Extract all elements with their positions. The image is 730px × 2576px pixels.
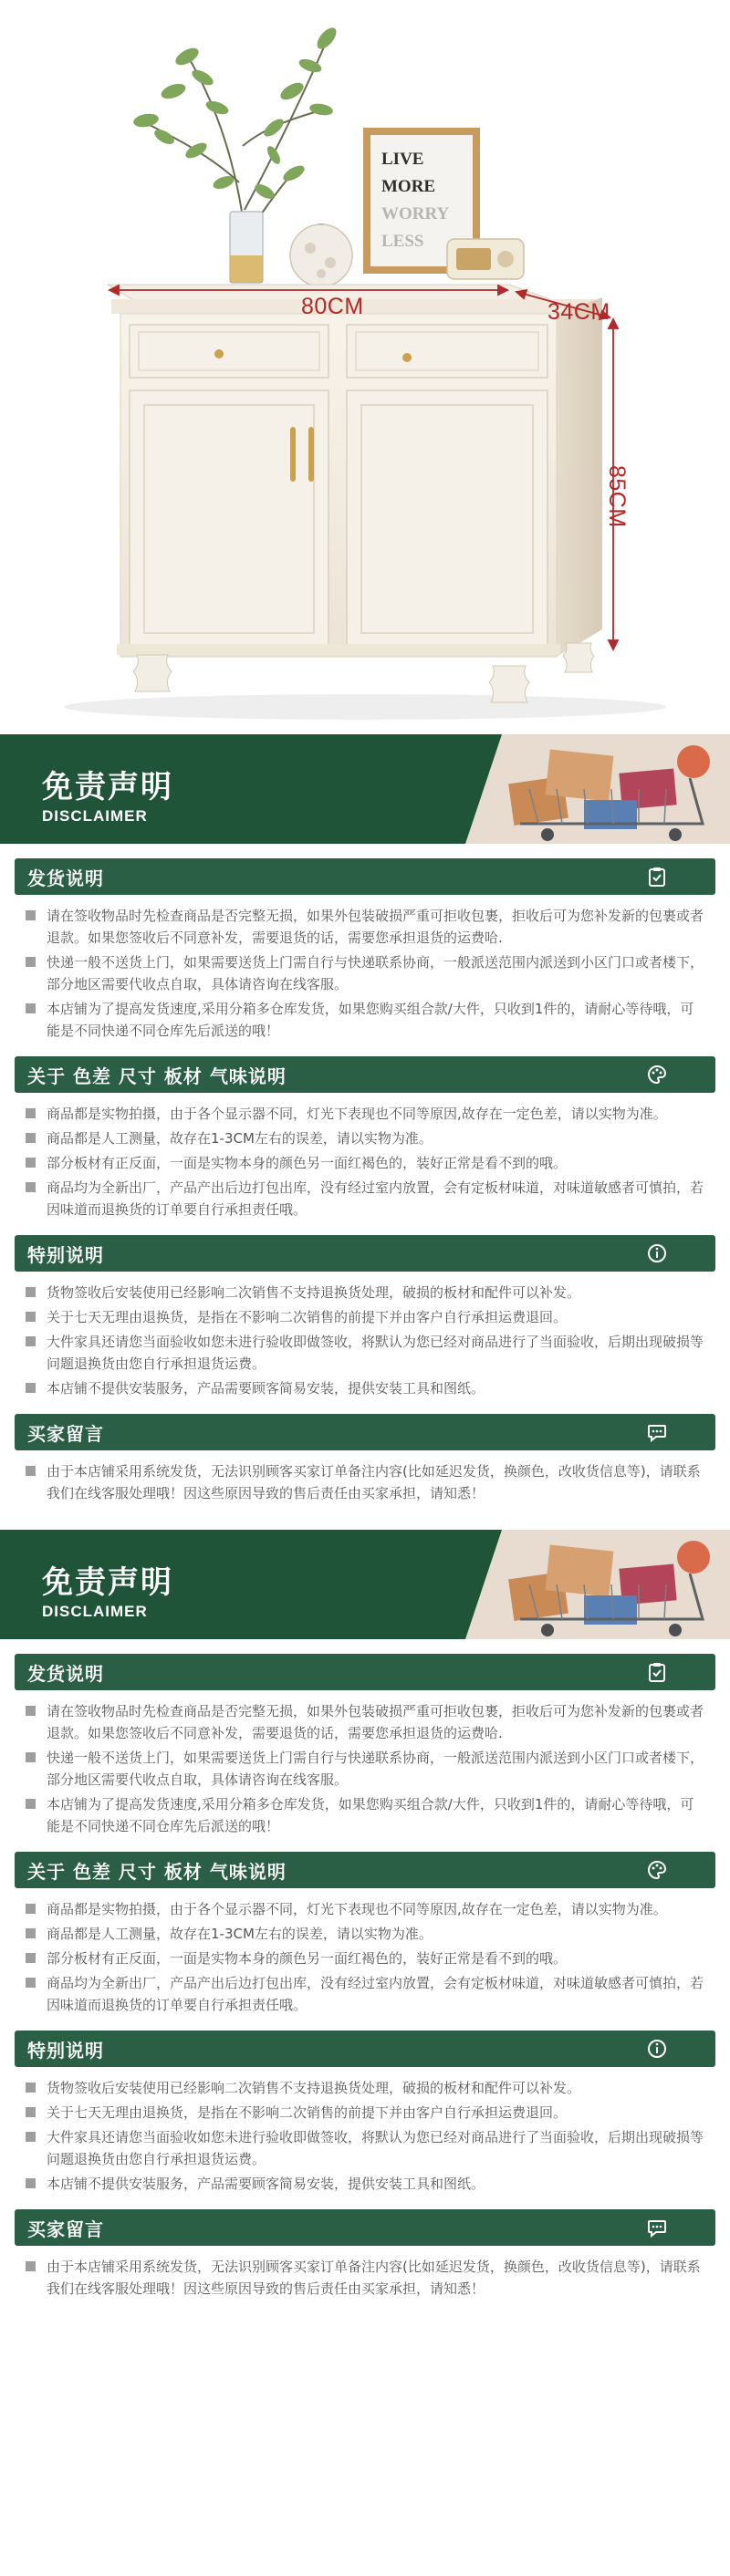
bullet-square-icon (26, 2178, 36, 2188)
disclaimer-title: 免责声明 (42, 769, 173, 805)
section-color-size (0, 1056, 730, 1220)
section-heading: 买家留言 (27, 2218, 104, 2240)
bullet-square-icon (26, 1953, 36, 1963)
section-buyer-message (0, 2209, 730, 2300)
list-item: 大件家具还请您当面验收如您未进行验收即做签收，将默认为您已经对商品进行了当面验收，后期出现破损等问题退换货由您自行承担退货运费。 (24, 2126, 704, 2170)
bullet-square-icon (26, 1466, 36, 1476)
poster-line-4: LESS (381, 232, 424, 251)
bullet-square-icon (26, 1133, 36, 1143)
bullet-square-icon (26, 1108, 36, 1118)
round-bag (290, 224, 352, 286)
bullet-square-icon (26, 2083, 36, 2093)
bullet-square-icon (26, 2107, 36, 2117)
section-heading: 特别说明 (27, 1243, 104, 1266)
bullet-square-icon (26, 1904, 36, 1914)
section-header (15, 1414, 715, 1450)
bullet-square-icon (26, 1978, 36, 1988)
section-heading: 发货说明 (27, 1662, 104, 1685)
product-image (0, 0, 730, 734)
list-item: 商品都是人工测量，故存在1-3CM左右的误差，请以实物为准。 (24, 1923, 704, 1945)
section-heading: 关于 色差 尺寸 板材 气味说明 (27, 1065, 287, 1087)
list-item: 请在签收物品时先检查商品是否完整无损，如果外包装破损严重可拒收包裹，拒收后可为您补发新的包裹或者退款。如果您签收后不同意补发，需要退货的话，需要您承担退货的运费哈. (24, 905, 704, 949)
list-item: 关于七天无理由退换货，是指在不影响二次销售的前提下并由客户自行承担运费退回。 (24, 1306, 704, 1328)
section-special (0, 2031, 730, 2195)
section-color-size (0, 1852, 730, 2016)
bullet-square-icon (26, 1336, 36, 1346)
bullet-square-icon (26, 1003, 36, 1013)
section-header (15, 1654, 715, 1690)
cabinet-plinth (117, 644, 560, 655)
list-item: 本店铺不提供安装服务，产品需要顾客简易安装，提供安装工具和图纸。 (24, 2173, 704, 2195)
list-item: 商品都是实物拍摄，由于各个显示器不同，灯光下表现也不同等原因,故存在一定色差，请以实物为准。 (24, 1103, 704, 1125)
bullet-square-icon (26, 957, 36, 967)
section-header (15, 1235, 715, 1272)
disclaimer-title: 免责声明 (42, 1564, 173, 1601)
info-icon (646, 1242, 668, 1264)
list-item: 商品均为全新出厂，产品产出后边打包出库，没有经过室内放置，会有定板材味道，对味道敏感者可慎拍，若因味道而退换货的订单要自行承担责任哦。 (24, 1972, 704, 2016)
list-item: 部分板材有正反面，一面是实物本身的颜色另一面红褐色的，装好正常是看不到的哦。 (24, 1948, 704, 1969)
section-header (15, 1056, 715, 1093)
cabinet-illustration (0, 0, 730, 734)
width-dimension-label: 80CM (301, 294, 364, 319)
list-item: 快递一般不送货上门，如果需要送货上门需自行与快递联系协商，一般派送范围内派送到小区门口或者楼下，部分地区需要代收点自取，具体请咨询在线客服。 (24, 951, 704, 995)
list-item: 关于七天无理由退换货，是指在不影响二次销售的前提下并由客户自行承担运费退回。 (24, 2102, 704, 2124)
bullet-square-icon (26, 910, 36, 920)
disclaimer-subtitle: DISCLAIMER (42, 1603, 148, 1620)
section-header (15, 2031, 715, 2067)
disclaimer-banner (0, 1530, 730, 1639)
list-item: 由于本店铺采用系统发货，无法识别顾客买家订单备注内容(比如延迟发货，换颜色，改收货信息等)，请联系我们在线客服处理哦！因这些原因导致的售后责任由买家承担，请知悉！ (24, 1460, 704, 1504)
poster-line-2: MORE (381, 177, 436, 196)
section-heading: 关于 色差 尺寸 板材 气味说明 (27, 1860, 287, 1883)
section-heading: 买家留言 (27, 1422, 104, 1445)
poster-line-1: LIVE (381, 150, 424, 169)
depth-dimension-label: 34CM (548, 299, 610, 325)
height-dimension-label: 85CM (604, 465, 630, 528)
disclaimer-block (0, 734, 730, 1530)
bullet-square-icon (26, 1383, 36, 1393)
bullet-square-icon (26, 2132, 36, 2142)
chat-bubble-icon (646, 1421, 668, 1443)
bullet-square-icon (26, 1752, 36, 1762)
disclaimer-block (0, 1530, 730, 2325)
palette-icon (646, 1859, 668, 1881)
list-item: 大件家具还请您当面验收如您未进行验收即做签收，将默认为您已经对商品进行了当面验收，后期出现破损等问题退换货由您自行承担退货运费。 (24, 1331, 704, 1375)
glass-vase (230, 212, 263, 283)
retro-radio (447, 239, 524, 279)
list-item: 本店铺不提供安装服务，产品需要顾客简易安装，提供安装工具和图纸。 (24, 1377, 704, 1399)
list-item: 商品均为全新出厂，产品产出后边打包出库，没有经过室内放置，会有定板材味道，对味道敏感者可慎拍，若因味道而退换货的订单要自行承担责任哦。 (24, 1177, 704, 1220)
list-item: 部分板材有正反面，一面是实物本身的颜色另一面红褐色的，装好正常是看不到的哦。 (24, 1152, 704, 1174)
bullet-square-icon (26, 1158, 36, 1168)
bullet-square-icon (26, 1799, 36, 1809)
info-icon (646, 2038, 668, 2060)
shopping-cart-graphic (447, 1530, 730, 1639)
bullet-square-icon (26, 1287, 36, 1297)
bullet-square-icon (26, 1182, 36, 1192)
bullet-square-icon (26, 1312, 36, 1322)
bullet-square-icon (26, 1706, 36, 1716)
clipboard-check-icon (646, 866, 668, 888)
cabinet-side (557, 297, 602, 657)
section-shipping (0, 858, 730, 1042)
bullet-square-icon (26, 2261, 36, 2271)
list-item: 本店铺为了提高发货速度,采用分箱多仓库发货，如果您购买组合款/大件，只收到1件的，请耐心等待哦，可能是不同快递不同仓库先后派送的哦！ (24, 1793, 704, 1837)
chat-bubble-icon (646, 2217, 668, 2238)
list-item: 请在签收物品时先检查商品是否完整无损，如果外包装破损严重可拒收包裹，拒收后可为您补发新的包裹或者退款。如果您签收后不同意补发，需要退货的话，需要您承担退货的运费哈. (24, 1700, 704, 1744)
list-item: 货物签收后安装使用已经影响二次销售不支持退换货处理，破损的板材和配件可以补发。 (24, 2077, 704, 2099)
list-item: 本店铺为了提高发货速度,采用分箱多仓库发货，如果您购买组合款/大件，只收到1件的，请耐心等待哦，可能是不同快递不同仓库先后派送的哦！ (24, 998, 704, 1042)
poster-line-3: WORRY (381, 204, 450, 223)
disclaimer-subtitle: DISCLAIMER (42, 807, 148, 825)
list-item: 商品都是实物拍摄，由于各个显示器不同，灯光下表现也不同等原因,故存在一定色差，请以实物为准。 (24, 1898, 704, 1920)
floor-shadow (64, 694, 666, 720)
section-buyer-message (0, 1414, 730, 1504)
shopping-cart-graphic (447, 734, 730, 844)
section-heading: 特别说明 (27, 2039, 104, 2062)
list-item: 商品都是人工测量，故存在1-3CM左右的误差，请以实物为准。 (24, 1127, 704, 1149)
section-header (15, 1852, 715, 1888)
clipboard-check-icon (646, 1661, 668, 1683)
section-header (15, 858, 715, 895)
list-item: 快递一般不送货上门，如果需要送货上门需自行与快递联系协商，一般派送范围内派送到小区门口或者楼下，部分地区需要代收点自取，具体请咨询在线客服。 (24, 1747, 704, 1791)
disclaimer-banner (0, 734, 730, 844)
bullet-square-icon (26, 1928, 36, 1938)
section-special (0, 1235, 730, 1399)
section-heading: 发货说明 (27, 867, 104, 889)
section-header (15, 2209, 715, 2246)
list-item: 由于本店铺采用系统发货，无法识别顾客买家订单备注内容(比如延迟发货，换颜色，改收货信息等)，请联系我们在线客服处理哦！因这些原因导致的售后责任由买家承担，请知悉！ (24, 2256, 704, 2300)
list-item: 货物签收后安装使用已经影响二次销售不支持退换货处理，破损的板材和配件可以补发。 (24, 1282, 704, 1304)
palette-icon (646, 1064, 668, 1085)
section-shipping (0, 1654, 730, 1837)
